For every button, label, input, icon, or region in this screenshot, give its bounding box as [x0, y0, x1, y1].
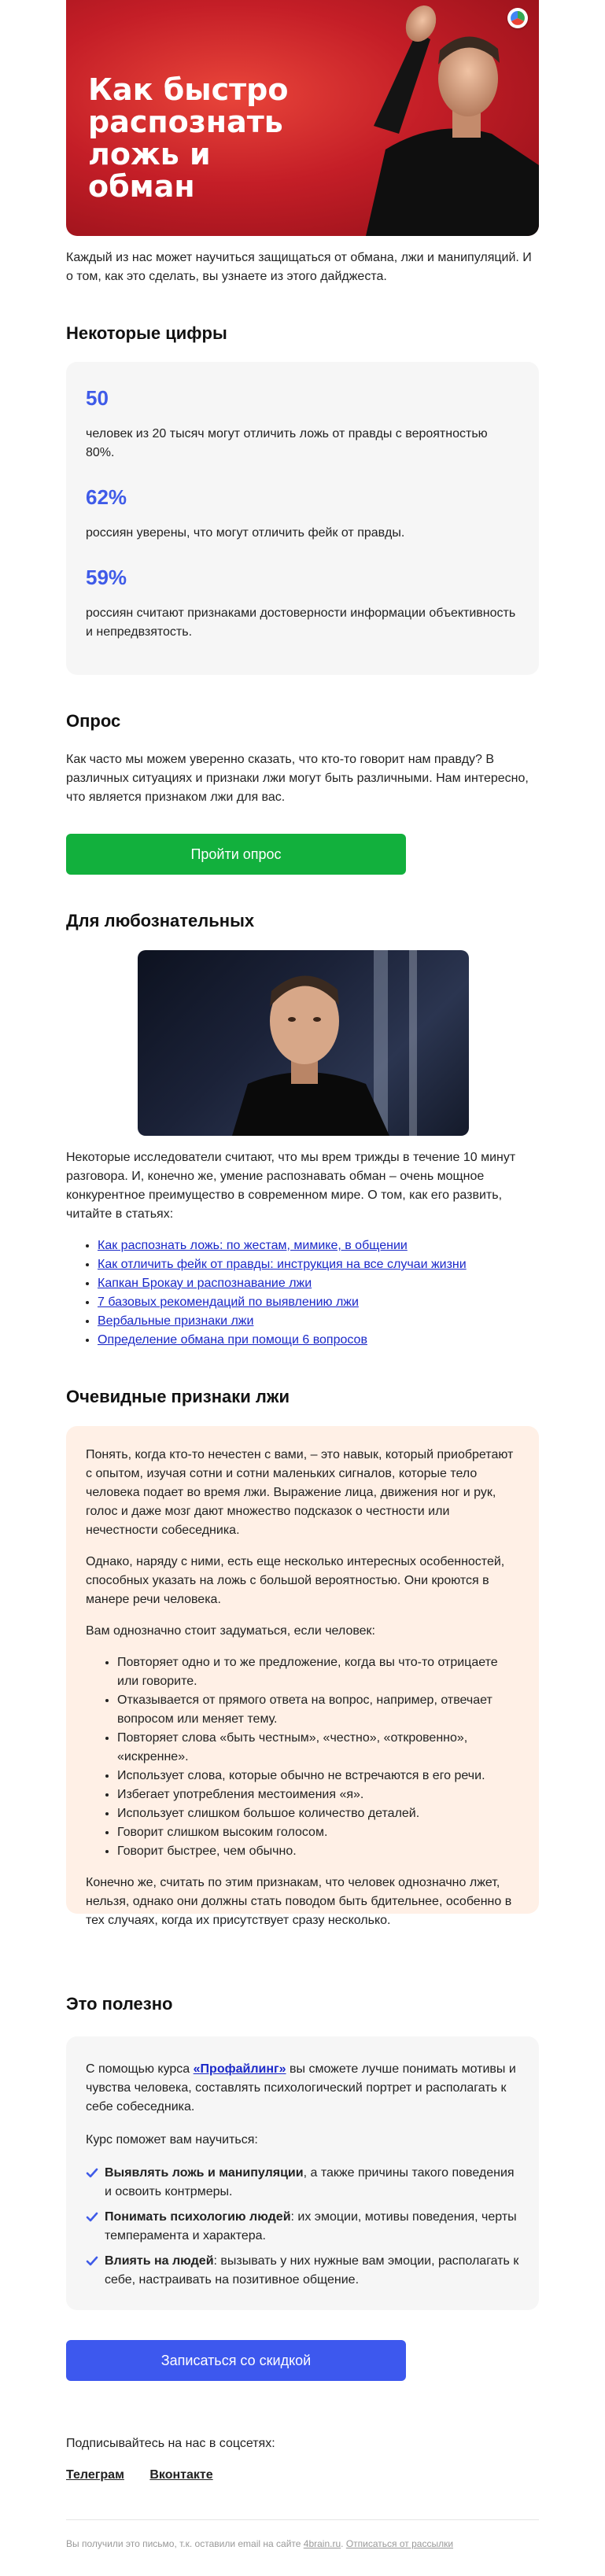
intro-text: Каждый из нас может научиться защищаться от обмана, лжи и манипуляций. И о том, как это сделать, вы узнаете из этого дайджеста.	[66, 251, 532, 283]
social-links	[66, 2466, 539, 2485]
list-item	[98, 1312, 539, 1331]
check-item	[86, 2252, 519, 2290]
check-rest: : их эмоции, мотивы поведения, черты темперамента и характера.	[105, 2210, 517, 2242]
vk-link[interactable]: Вконтакте	[149, 2468, 213, 2482]
take-poll-button[interactable]: Пройти опрос	[66, 834, 406, 875]
useful-paragraph	[86, 2060, 519, 2117]
signs-list	[86, 1653, 519, 1861]
stat-number: 59%	[86, 566, 127, 589]
signs-paragraph: Конечно же, считать по этим признакам, что человек однозначно лжет, нельзя, однако они должны стать поводом быть бдительнее, особенно в тех случаях, когда их присутствует сразу несколько.	[86, 1876, 512, 1927]
check-item	[86, 2164, 519, 2202]
checkmark-icon	[86, 2167, 98, 2180]
list-item: • Повторяет одно и то же предложение, когда вы что-то отрицаете или говорите.	[117, 1653, 519, 1691]
stat-text: человек из 20 тысяч могут отличить ложь от правды с вероятностью 80%.	[86, 427, 488, 459]
checkmark-icon	[86, 2255, 98, 2268]
useful-card	[66, 2036, 539, 2310]
list-item	[98, 1255, 539, 1274]
course-link[interactable]: «Профайлинг»	[193, 2062, 286, 2076]
useful-paragraph: Курс поможет вам научиться:	[86, 2133, 258, 2147]
check-bold: Влиять на людей	[105, 2254, 214, 2268]
brand-logo-icon[interactable]	[507, 8, 528, 28]
check-item	[86, 2208, 519, 2246]
article-link[interactable]: Капкан Брокау и распознавание лжи	[98, 1277, 312, 1290]
stat-item	[86, 485, 519, 543]
check-bold: Выявлять ложь и манипуляции	[105, 2166, 304, 2180]
list-item: • Говорит слишком высоким голосом.	[117, 1823, 519, 1842]
article-link[interactable]: Как распознать ложь: по жестам, мимике, в общении	[98, 1239, 408, 1252]
stat-number: 50	[86, 386, 109, 410]
list-item: • Избегает употребления местоимения «я».	[117, 1786, 519, 1804]
article-links-list	[66, 1236, 539, 1350]
enroll-discount-button[interactable]: Записаться со скидкой	[66, 2340, 406, 2381]
list-item	[98, 1236, 539, 1255]
hero-person-image	[342, 0, 539, 236]
signs-paragraph: Понять, когда кто-то нечестен с вами, – это навык, который приобретают с опытом, изучая сотни и сотни маленьких сигналов, которые тело человека подает во время лжи. Выражение лица, движения ног и рук, голос и даже мозг дают множество подсказок о честности или нечестности собеседника.	[86, 1448, 514, 1537]
hero-title: Как быстро распознать ложь и обман	[88, 72, 289, 204]
stats-heading: Некоторые цифры	[66, 323, 227, 343]
article-link[interactable]: Определение обмана при помощи 6 вопросов	[98, 1333, 367, 1347]
list-item	[98, 1293, 539, 1312]
useful-heading: Это полезно	[66, 1994, 173, 2014]
stat-text: россиян уверены, что могут отличить фейк от правды.	[86, 526, 405, 540]
list-item: • Использует слова, которые обычно не встречаются в его речи.	[117, 1767, 519, 1786]
signs-card	[66, 1426, 539, 1927]
article-link[interactable]: Как отличить фейк от правды: инструкция на все случаи жизни	[98, 1258, 467, 1271]
signs-heading: Очевидные признаки лжи	[66, 1387, 290, 1406]
footer-divider	[66, 2519, 539, 2520]
check-rest: , а также причины такого поведения и освоить контрмеры.	[105, 2166, 515, 2198]
poll-heading: Опрос	[66, 711, 121, 731]
check-bold: Понимать психологию людей	[105, 2210, 291, 2224]
checkmark-icon	[86, 2211, 98, 2224]
movie-still-image	[138, 950, 469, 1136]
poll-text: Как часто мы можем уверенно сказать, что кто-то говорит нам правду? В различных ситуациях и признаки лжи могут быть различными. Нам интересно, что является признаком лжи для вас.	[66, 753, 529, 804]
stat-item	[86, 385, 519, 463]
curious-heading: Для любознательных	[66, 911, 255, 931]
list-item: • Повторяет слова «быть честным», «честно», «откровенно», «искренне».	[117, 1729, 519, 1767]
social-text: Подписывайтесь на нас в соцсетях:	[66, 2437, 275, 2450]
unsubscribe-link[interactable]: Отписаться от рассылки	[345, 2538, 454, 2549]
footer-note: Вы получили это письмо, т.к. оставили email на сайте	[66, 2538, 304, 2549]
list-item	[98, 1331, 539, 1350]
hero-banner	[66, 0, 539, 236]
list-item: • Говорит быстрее, чем обычно.	[117, 1842, 519, 1861]
curious-text: Некоторые исследователи считают, что мы врем трижды в течение 10 минут разговора. И, конечно же, умение распознавать обман – очень мощное конкурентное преимущество в современном мире. О том, как его развить, читайте в статьях:	[66, 1151, 516, 1221]
site-link[interactable]: 4brain.ru	[303, 2538, 341, 2549]
signs-paragraph: Вам однозначно стоит задуматься, если человек:	[86, 1624, 375, 1638]
article-link[interactable]: Вербальные признаки лжи	[98, 1314, 254, 1328]
check-rest: : вызывать у них нужные вам эмоции, располагать к себе, настраивать на позитивное общение.	[105, 2254, 519, 2287]
footer-text	[66, 2537, 539, 2550]
telegram-link[interactable]: Телеграм	[66, 2468, 124, 2482]
list-item	[98, 1274, 539, 1293]
stat-number: 62%	[86, 485, 127, 509]
text-span: С помощью курса	[86, 2062, 194, 2076]
list-item: • Отказывается от прямого ответа на вопрос, например, отвечает вопросом или меняет тему.	[117, 1691, 519, 1729]
signs-paragraph: Однако, наряду с ними, есть еще несколько интересных особенностей, способных указать на ложь с большой вероятностью. Они кроются в манере речи человека.	[86, 1555, 505, 1606]
stats-card	[66, 362, 539, 675]
article-link[interactable]: 7 базовых рекомендаций по выявлению лжи	[98, 1295, 359, 1309]
stat-text: россиян считают признаками достоверности информации объективность и непредвзятость.	[86, 606, 516, 639]
footer-sep: .	[341, 2538, 346, 2549]
stat-item	[86, 565, 519, 642]
text-span: вы сможете лучше понимать мотивы и чувства человека, составлять психологический портрет и располагать к себе собеседника.	[86, 2062, 516, 2113]
list-item: • Использует слишком большое количество деталей.	[117, 1804, 519, 1823]
